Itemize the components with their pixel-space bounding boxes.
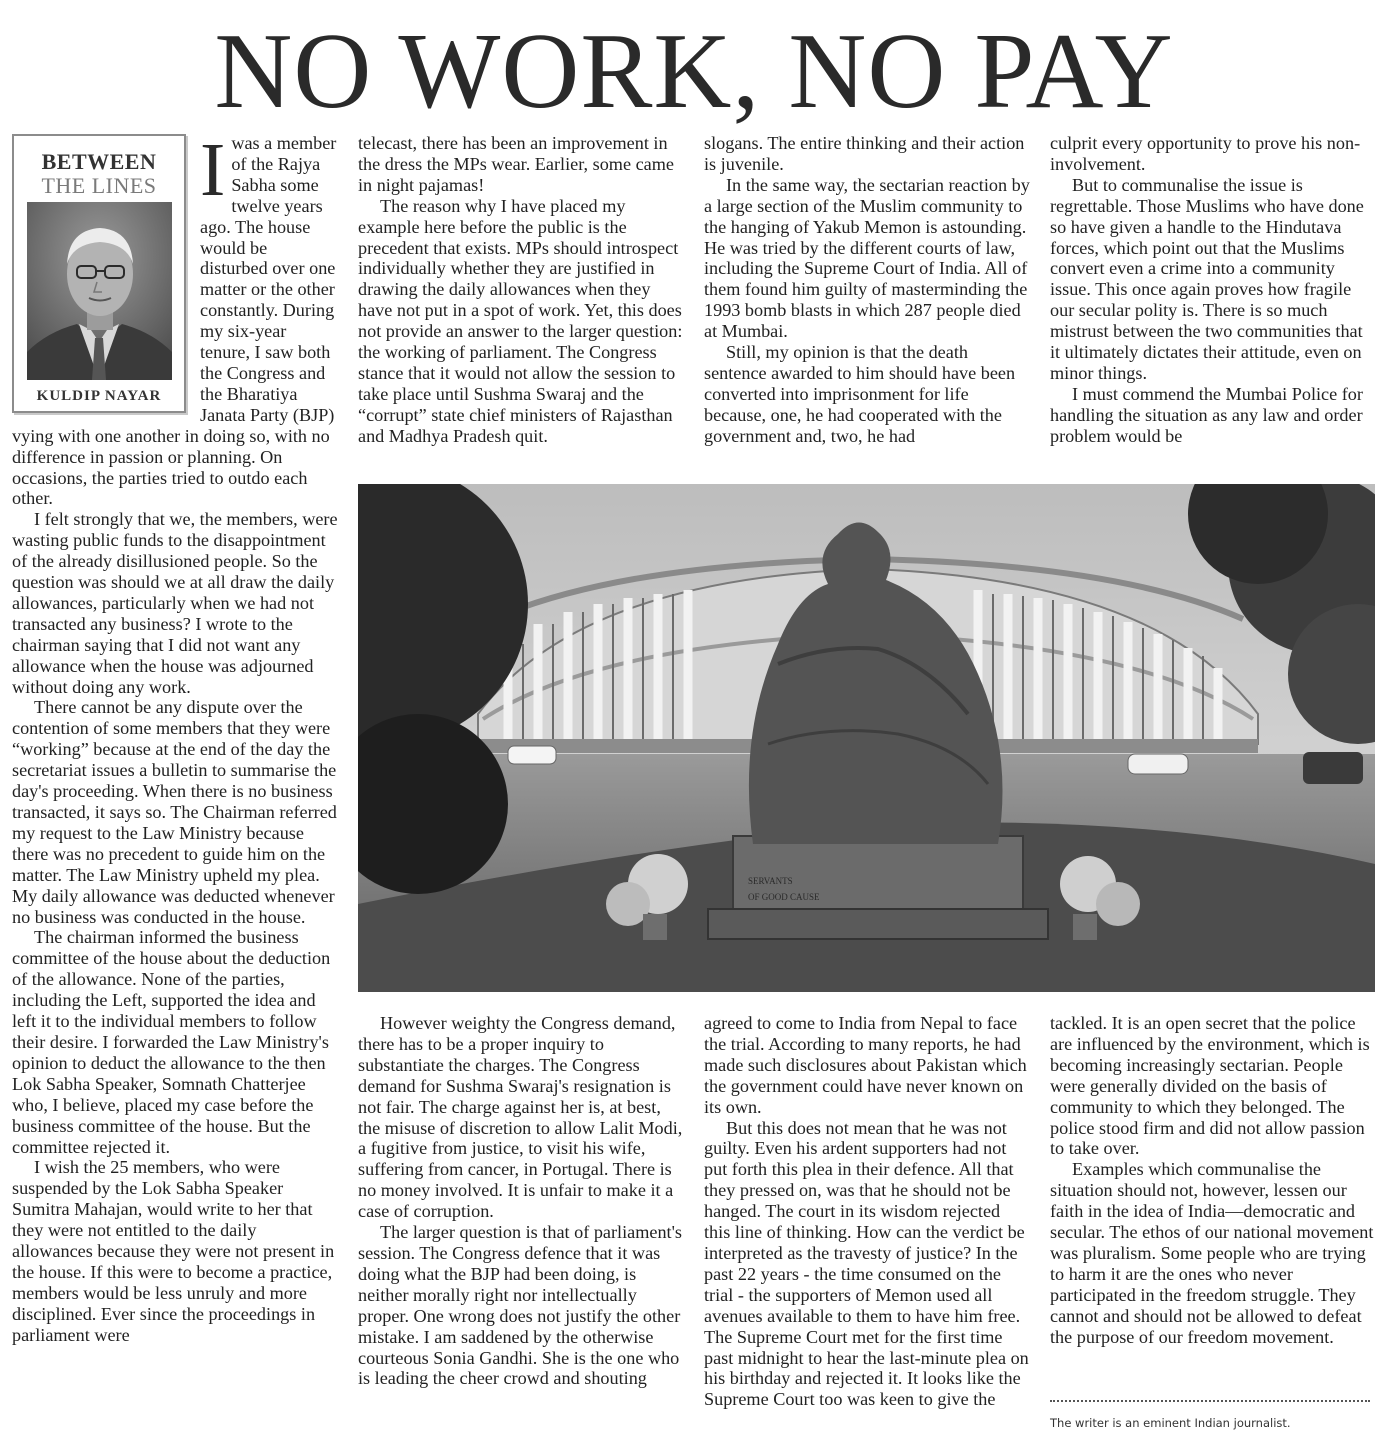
author-credit: The writer is an eminent Indian journalist. bbox=[1050, 1400, 1370, 1430]
column-3-top bbox=[704, 133, 1030, 447]
paragraph: tackled. It is an open secret that the police are influenced by the environment, which is becoming increasingly sectarian. People were generally divided on the basis of community to which they belonged. The police stood firm and did not allow passion to take over. bbox=[1050, 1013, 1370, 1159]
plinth-inscription-2: OF GOOD CAUSE bbox=[748, 892, 820, 902]
paragraph: The larger question is that of parliament's session. The Congress defence that it was doing what the BJP had been doing, is neither morally right nor intellectually proper. One wrong does not justify the other mistake. I am saddened by the otherwise courteous Sonia Gandhi. She is the one who is leading the cheer crowd and shouting bbox=[358, 1222, 682, 1389]
paragraph: Examples which communalise the situation should not, however, lessen our faith in the idea of India—democratic and secular. The ethos of our national movement was pluralism. Some people who are trying to harm it are the ones who never participated in the freedom struggle. They cannot and should not be allowed to defeat the purpose of our freedom movement. bbox=[1050, 1159, 1374, 1347]
paragraph: However weighty the Congress demand, there has to be a proper inquiry to substantiate the charges. The Congress demand for Sushma Swaraj's resignation is not fair. The charge against her is, at best, the misuse of discretion to allow Lalit Modi, a fugitive from justice, to visit his wife, suffering from cancer, in Portugal. There is no money involved. It is unfair to make it a case of corruption. bbox=[358, 1013, 683, 1222]
parliament-photo bbox=[358, 484, 1375, 992]
column-1 bbox=[12, 128, 338, 1346]
column-4-bottom bbox=[1050, 1013, 1376, 1348]
paragraph: slogans. The entire thinking and their action is juvenile. bbox=[704, 133, 1025, 174]
paragraph: I wish the 25 members, who were suspended by the Lok Sabha Speaker Sumitra Mahajan, would write to her that they were not entitled to the daily allowances because they were not present in the house. If this were to become a practice, members would be less unruly and more disciplined. Ever since the proceedings in parliament were bbox=[12, 1157, 335, 1345]
paragraph: I must commend the Mumbai Police for handling the situation as any law and order problem would be bbox=[1050, 383, 1363, 446]
paragraph: agreed to come to India from Nepal to face the trial. According to many reports, he had made such disclosures about Pakistan which the government could have never known on its own. bbox=[704, 1013, 1027, 1117]
column-3-bottom bbox=[704, 1013, 1030, 1410]
paragraph: telecast, there has been an improvement in the dress the MPs wear. Earlier, some came in night pajamas! bbox=[358, 133, 674, 195]
author-name: KULDIP NAYAR bbox=[36, 388, 162, 404]
column-title-line2: THE LINES bbox=[41, 173, 157, 198]
author-photo bbox=[27, 202, 172, 380]
plinth-inscription-1: SERVANTS bbox=[748, 876, 793, 886]
paragraph: In the same way, the sectarian reaction by a large section of the Muslim community to the hanging of Yakub Memon is astounding. He was tried by the different courts of law, including the Supreme Court of India. All of them found him guilty of masterminding the 1993 bomb blasts in which 287 people died at Mumbai. bbox=[704, 174, 1030, 342]
columnist-box bbox=[12, 134, 186, 413]
paragraph: The chairman informed the business committee of the house about the deduction of the allowance. None of the parties, including the Left, supported the idea and left it to the individual members to follow their desire. I forwarded the Law Ministry's opinion to deduct the allowance to the then Lok Sabha Speaker, Somnath Chatterjee who, I believe, placed my case before the business committee of the house. But the committee rejected it. bbox=[12, 927, 331, 1157]
dropcap: I bbox=[200, 128, 226, 212]
paragraph: culprit every opportunity to prove his non-involvement. bbox=[1050, 133, 1361, 174]
paragraph: There cannot be any dispute over the contention of some members that they were “working” because at the end of the day the secretariat issues a bulletin to summarise the day's proceeding. When there is no business transacted, it says so. The Chairman referred my request to the Law Ministry because there was no precedent to guide him on the matter. The Law Ministry upheld my plea. My daily allowance was deducted whenever no business was conducted in the house. bbox=[12, 697, 337, 927]
paragraph: But to communalise the issue is regrettable. Those Muslims who have done so have given a handle to the Hindutava forces, which point out that the Muslims convert even a crime into a community issue. This once again proves how fragile our secular polity is. There is so much mistrust between the two communities that it ultimately dictates their attitude, even on minor things. bbox=[1050, 174, 1364, 383]
paragraph: was a member of the Rajya Sabha some twelve years ago. The house would be disturbed over one matter or the other constantly. During my six-year tenure, I saw both the Congress and the Bharatiya Janata Party (BJP) vying with one another in doing so, with no difference in passion or planning. On occasions, the parties tried to outdo each other. bbox=[12, 133, 337, 509]
column-2-top bbox=[358, 133, 685, 447]
author-portrait-illustration bbox=[27, 202, 172, 380]
paragraph: Still, my opinion is that the death sentence awarded to him should have been converted into imprisonment for life because, one, he had cooperated with the government and, two, he had bbox=[704, 342, 1016, 446]
paragraph: The reason why I have placed my example here before the public is the precedent that exists. MPs should introspect individually whether they are justified in drawing the daily allowances when they have not put in a spot of work. Yet, this does not provide an answer to the larger question: the working of parliament. The Congress stance that it would not allow the session to take place until Sushma Swaraj and the “corrupt” state chief ministers of Rajasthan and Madhya Pradesh quit. bbox=[358, 195, 683, 446]
column-4-top bbox=[1050, 133, 1376, 447]
column-2-bottom bbox=[358, 1013, 685, 1389]
paragraph: I felt strongly that we, the members, were wasting public funds to the disappointment of the already disillusioned people. So the question was should we at all draw the daily allowances, particularly when we had not transacted any business? I wrote to the chairman saying that I did not want any allowance when the house was adjourned without doing any work. bbox=[12, 509, 338, 697]
parliament-illustration bbox=[358, 484, 1375, 992]
column-title-line1: BETWEEN bbox=[41, 149, 157, 174]
paragraph: But this does not mean that he was not guilty. Even his ardent supporters had not put forth this plea in their defence. All that they pressed on, was that he should not be hanged. The court in its wisdom rejected this line of thinking. How can the verdict be interpreted as the travesty of justice? In the past 22 years - the time consumed on the trial - the supporters of Memon used all avenues available to them to have him free. The Supreme Court met for the first time past midnight to hear the last-minute plea on his birthday and rejected it. It looks like the Supreme Court too was keen to give the bbox=[704, 1117, 1029, 1410]
headline: NO WORK, NO PAY bbox=[214, 12, 1174, 131]
